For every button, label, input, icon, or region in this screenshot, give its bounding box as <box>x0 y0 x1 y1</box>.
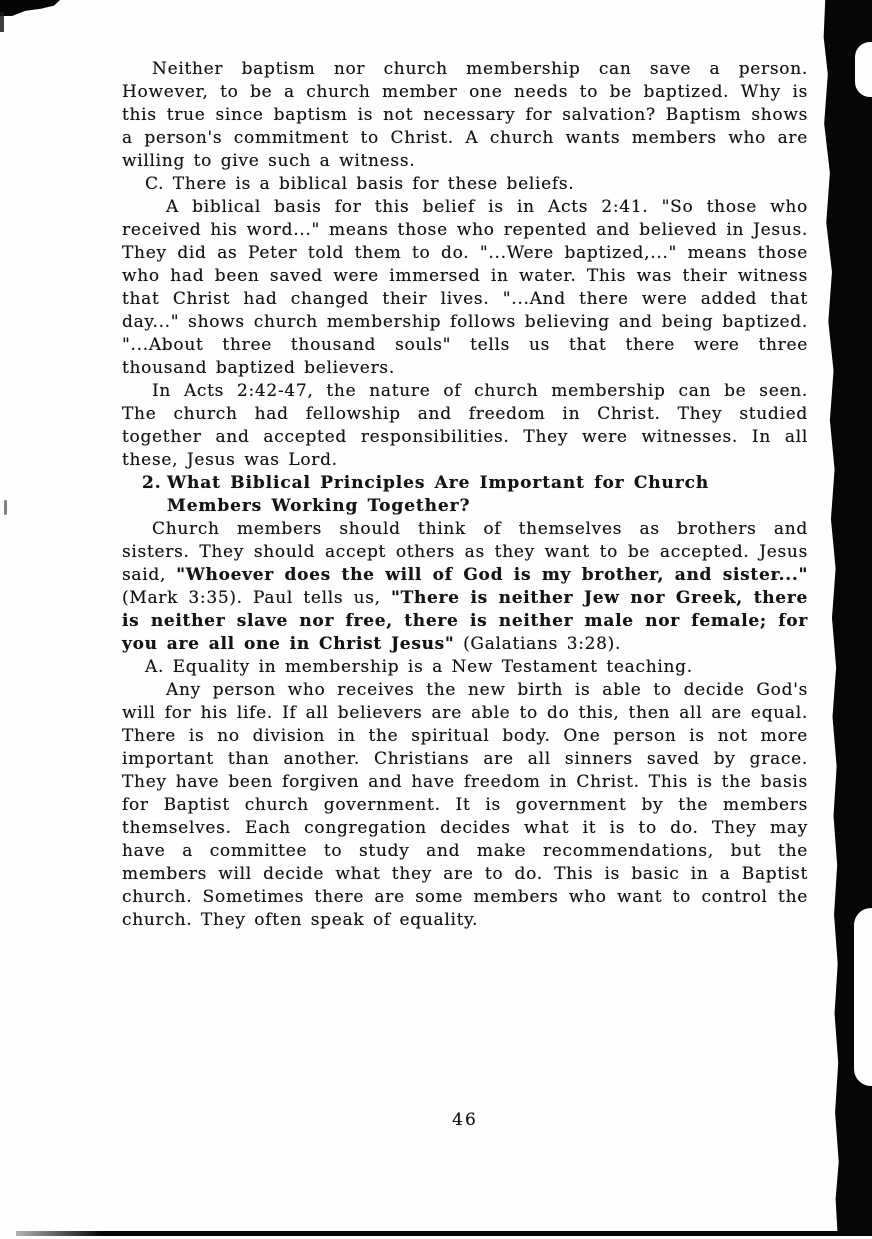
bold-quote-mark-3-35: "Whoever does the will of God is my brother, and sister..." <box>176 565 808 585</box>
bold-quote-galatians-3-28: "There is neither Jew nor Greek, there is neither slave nor free, there is neither male nor female; for you are all one in Christ Jesus" <box>122 588 808 654</box>
paragraph-brothers-and-sisters <box>122 518 808 656</box>
paragraph-brothers-segment-1: Church members should think of themselves as brothers and sisters. They should accept others as they want to be accepted. Jesus said, <box>122 519 808 585</box>
heading-question-2-number: 2. <box>142 473 162 493</box>
scan-artifact-left-speck <box>4 500 7 515</box>
page-text-block <box>122 58 808 932</box>
paragraph-acts-2-42-47: In Acts 2:42-47, the nature of church membership can be seen. The church had fellowship and freedom in Christ. They studied together and accepted responsibilities. They were witnesses. In all these, Jesus was Lord. <box>122 381 808 470</box>
heading-question-2 <box>122 472 808 518</box>
scan-artifact-white-notch-top <box>855 42 872 97</box>
paragraph-equality-in-membership: Any person who receives the new birth is able to decide God's will for his life. If all believers are able to do this, then all are equal. There is no division in the spiritual body. One person is not more important than another. Christians are all sinners saved by grace. They have been forgiven and have freedom in Christ. This is the basis for Baptist church government. It is government by the members themselves. Each congregation decides what it is to do. They may have a committee to study and make recommendations, but the members will decide what they are to do. This is basic in a Baptist church. Sometimes there are some members who want to control the church. They often speak of equality. <box>122 680 808 930</box>
heading-question-2-text: What Biblical Principles Are Important for Church Members Working Together? <box>167 473 710 516</box>
paragraph-baptism-membership: Neither baptism nor church membership can save a person. However, to be a church member one needs to be baptized. Why is this true since baptism is not necessary for salvation? Baptism shows a person's commitment to Christ. A church wants members who are willing to give such a witness. <box>122 59 808 171</box>
paragraph-brothers-segment-2: (Mark 3:35). Paul tells us, <box>122 588 392 608</box>
paragraph-brothers-segment-3: (Galatians 3:28). <box>454 634 622 654</box>
paragraph-biblical-basis-acts-2-41: A biblical basis for this belief is in Acts 2:41. "So those who received his word..." means those who repented and believed in Jesus. They did as Peter told them to do. "...Were baptized,..." means those who had been saved were immersed in water. This was their witness that Christ had changed their lives. "...And there were added that day..." shows church membership follows believing and being baptized. "...About three thousand souls" tells us that there were three thousand baptized believers. <box>122 197 808 378</box>
heading-section-a: A. Equality in membership is a New Testament teaching. <box>145 657 693 677</box>
heading-section-c: C. There is a biblical basis for these beliefs. <box>145 174 575 194</box>
scan-artifact-top-left-corner <box>0 0 60 16</box>
scan-artifact-left-edge-sliver <box>0 12 4 32</box>
scan-artifact-bottom-edge-line <box>16 1231 872 1236</box>
page-number: 46 <box>452 1110 478 1130</box>
scan-artifact-white-notch-bottom <box>854 908 872 1086</box>
